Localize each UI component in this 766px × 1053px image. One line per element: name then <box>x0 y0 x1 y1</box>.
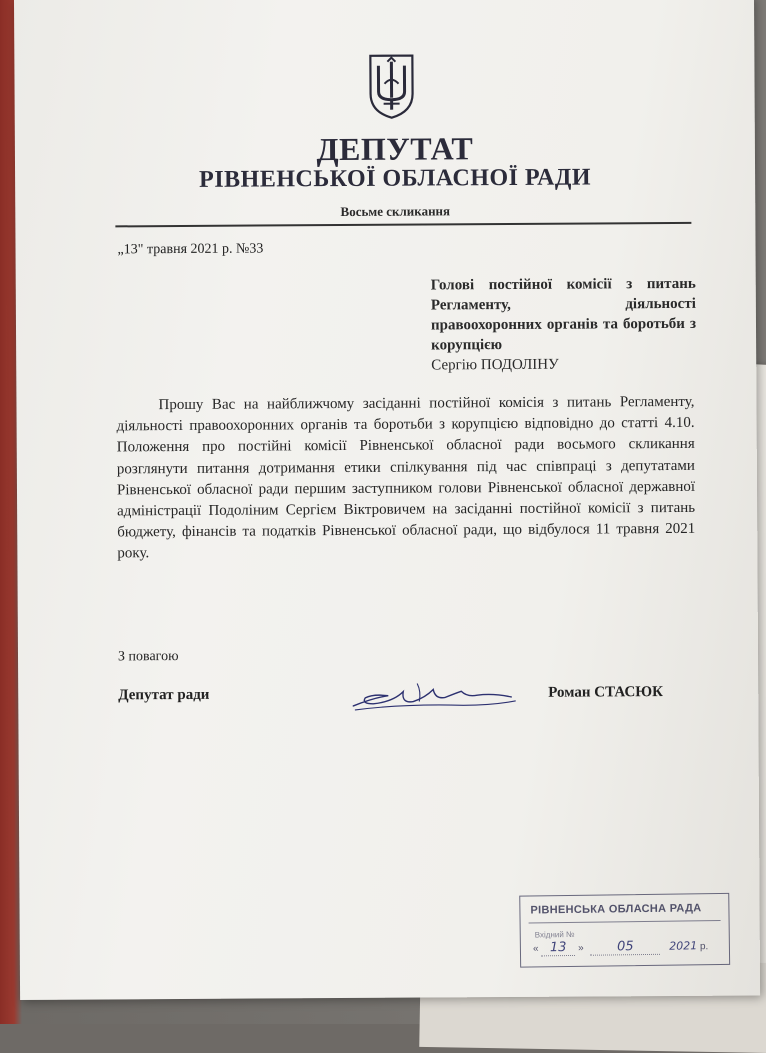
addressee-position: Голові постійної комісії з питань Регламенту, діяльності правоохоронних органів та боротьби з корупцією <box>430 275 697 354</box>
letter-body: Прошу Вас на найближчому засіданні постійної комісія з питань Регламенту, діяльності правоохоронних органів та боротьби з корупцією відповідно до статті 4.10. Положення про постійні комісії Рівненської обласної ради восьмого скликання розглянути питання дотримання етики спілкування під час співпраці з депутатами Рівненської обласної ради першим заступником голови Рівненської обласної державної адміністрації Подоліним Сергієм Віктровичем на засіданні постійної комісії з питань бюджету, фінансів та податків Рівненської обласної ради, що відбулося 11 травня 2021 року. <box>116 393 696 562</box>
stamp-title: РІВНЕНСЬКА ОБЛАСНА РАДА <box>530 902 702 917</box>
addressee-block <box>431 274 697 376</box>
letterhead-title: ДЕПУТАТ <box>316 130 474 168</box>
stamp-divider <box>529 920 721 924</box>
date-and-number: „13" травня 2021 р. №33 <box>117 241 264 258</box>
stamp-year-suffix: р. <box>699 941 709 953</box>
stamp-date-row: « 13 » 05 2021 р. <box>532 939 709 956</box>
addressee-name: Сергію ПОДОЛІНУ <box>431 356 559 374</box>
handwritten-signature <box>343 667 523 718</box>
stamp-year: 2021 <box>669 939 698 953</box>
signer-position: Депутат ради <box>118 686 210 704</box>
trident-emblem-icon <box>367 54 415 120</box>
regards-text: З повагою <box>117 649 179 665</box>
stamp-incoming-label: Вхідний № <box>534 929 575 940</box>
convocation-label: Восьме скликання <box>340 203 451 220</box>
stamp-month: 05 <box>590 939 660 956</box>
header-divider <box>115 222 691 228</box>
signer-name: Роман СТАСЮК <box>548 684 664 701</box>
stamp-day: 13 <box>541 940 575 956</box>
letter-page <box>14 0 760 1000</box>
letterhead-subtitle: РІВНЕНСЬКОЇ ОБЛАСНОЇ РАДИ <box>199 164 592 193</box>
registration-stamp <box>519 893 730 968</box>
